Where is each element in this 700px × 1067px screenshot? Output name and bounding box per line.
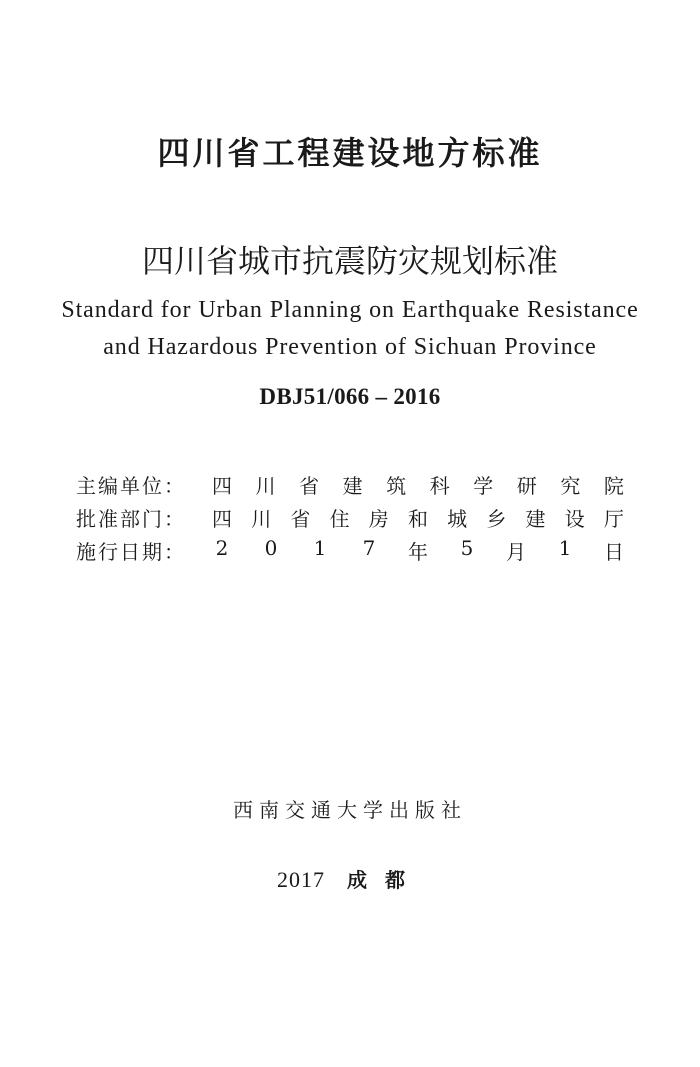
info-value [212,470,624,499]
info-char: 学 [473,474,494,498]
info-char: 省 [299,474,320,498]
info-char: 建 [525,507,546,531]
info-char: 和 [407,507,428,531]
info-char: 月 [506,540,526,564]
info-char: 0 [264,536,278,560]
info-label: 批准部门： [76,507,186,531]
info-char: 城 [447,507,468,531]
info-char: 1 [558,536,572,560]
info-char: 省 [290,507,311,531]
info-char: 住 [329,507,350,531]
series-title: 四川省工程建设地方标准 [157,134,543,172]
publication-year-city [0,864,700,893]
info-char: 厅 [603,507,624,531]
info-label: 施行日期： [76,540,186,564]
info-char: 房 [368,507,389,531]
info-char: 川 [251,507,272,531]
info-char: 建 [342,474,363,498]
info-char: 乡 [486,507,507,531]
standard-title-english-line-2: and Hazardous Prevention of Sichuan Province [103,334,597,360]
standard-code: DBJ51/066 – 2016 [259,384,441,409]
info-char: 四 [212,474,232,498]
info-char: 研 [516,474,537,498]
info-char: 川 [255,474,276,498]
publisher-name: 西南交通大学出版社 [233,798,467,822]
standard-title-chinese: 四川省城市抗震防灾规划标准 [141,242,558,280]
info-char: 筑 [386,474,407,498]
info-row-chief-editor [76,470,626,504]
info-label: 主编单位： [76,474,186,498]
publication-year: 2017 [277,867,325,892]
info-row-effective-date [76,536,626,570]
info-char: 设 [564,507,585,531]
info-value [212,503,624,532]
info-char: 2 [215,536,229,560]
info-value [212,536,624,565]
info-char: 1 [313,536,327,560]
publication-city: 成都 [347,868,423,892]
info-char: 日 [604,540,624,564]
info-char: 年 [408,540,428,564]
info-char: 5 [460,536,474,560]
info-char: 究 [560,474,581,498]
info-char: 四 [212,507,232,531]
info-char: 院 [603,474,624,498]
info-char: 科 [429,474,450,498]
info-row-approving-department [76,503,626,537]
standard-title-english-line-1: Standard for Urban Planning on Earthquake Resistance [61,297,639,323]
info-char: 7 [362,536,376,560]
